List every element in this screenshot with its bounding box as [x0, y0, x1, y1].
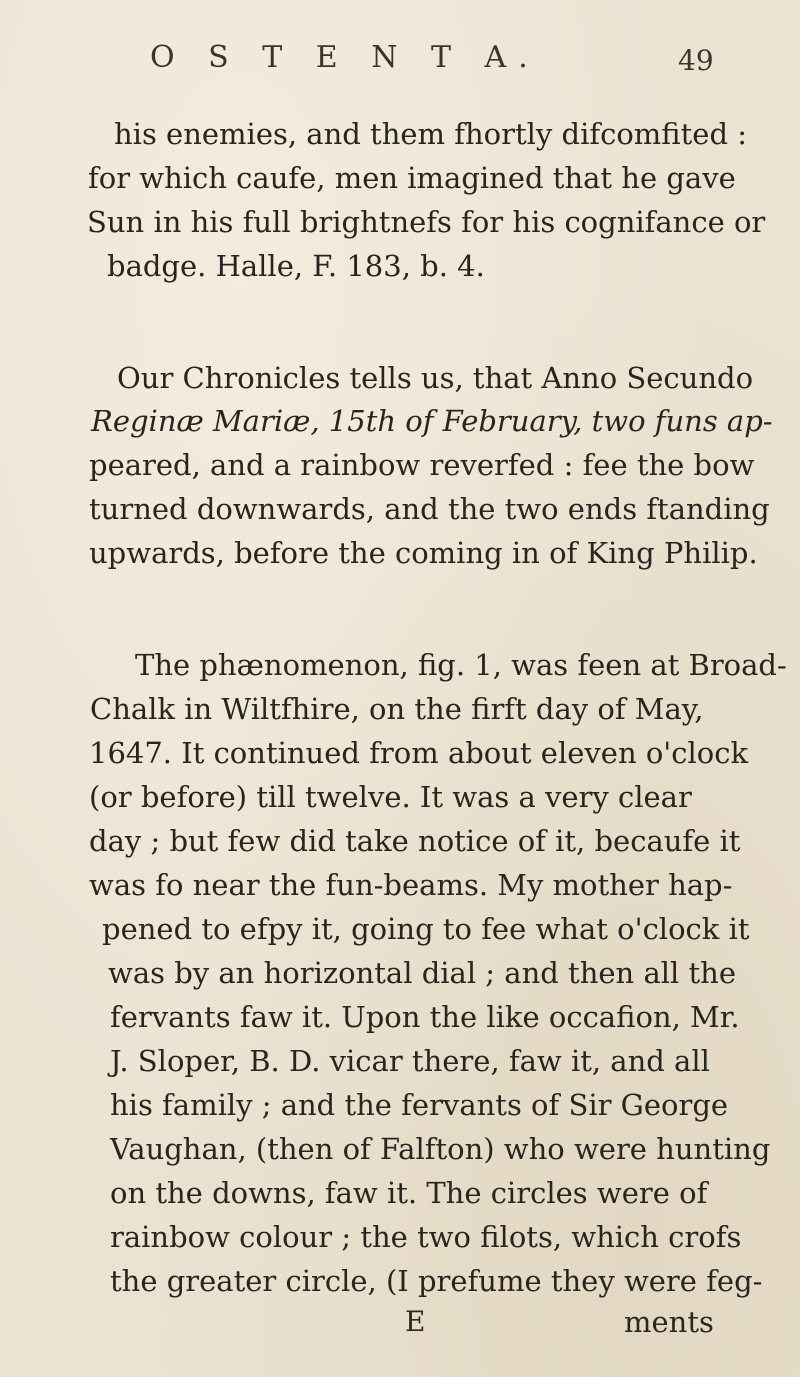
text-line: badge. Halle, F. 183, b. 4.: [107, 249, 485, 283]
text-line: rainbow colour ; the two filots, which crofs: [110, 1220, 742, 1254]
text-line: his family ; and the fervants of Sir George: [110, 1088, 729, 1122]
text-line: pened to efpy it, going to fee what o'clock it: [102, 912, 750, 946]
text-line: turned downwards, and the two ends ftanding: [89, 492, 770, 526]
catchword: ments: [624, 1305, 714, 1339]
text-line: day ; but few did take notice of it, becaufe it: [89, 824, 741, 858]
text-line: (or before) till twelve. It was a very clear: [89, 780, 692, 814]
text-line: 1647. It continued from about eleven o'clock: [89, 736, 749, 770]
text-line: Vaughan, (then of Falfton) who were hunting: [110, 1132, 771, 1166]
signature-mark: E: [405, 1305, 426, 1338]
running-head: O S T E N T A.: [150, 40, 540, 75]
text-line: The phænomenon, fig. 1, was feen at Broad-: [135, 648, 787, 682]
text-line: Our Chronicles tells us, that Anno Secundo: [117, 361, 754, 395]
text-line: on the downs, faw it. The circles were of: [110, 1176, 708, 1210]
text-line: the greater circle, (I prefume they were feg-: [110, 1264, 763, 1298]
text-line: fervants faw it. Upon the like occafion, Mr.: [110, 1000, 740, 1034]
text-line: J. Sloper, B. D. vicar there, faw it, and all: [110, 1044, 710, 1078]
text-line: was fo near the fun-beams. My mother hap-: [89, 868, 733, 902]
text-line: Reginæ Mariæ, 15th of February, two funs ap-: [91, 404, 773, 438]
text-line: peared, and a rainbow reverfed : fee the bow: [89, 448, 755, 482]
text-line: his enemies, and them fhortly difcomfited :: [114, 117, 748, 151]
page-number: 49: [678, 44, 714, 77]
text-line: Chalk in Wiltfhire, on the firft day of May,: [90, 692, 704, 726]
text-line: Sun in his full brightnefs for his cognifance or: [87, 205, 766, 239]
text-line: was by an horizontal dial ; and then all the: [108, 956, 736, 990]
text-line: upwards, before the coming in of King Philip.: [89, 536, 758, 570]
text-line: for which caufe, men imagined that he gave: [88, 161, 736, 195]
